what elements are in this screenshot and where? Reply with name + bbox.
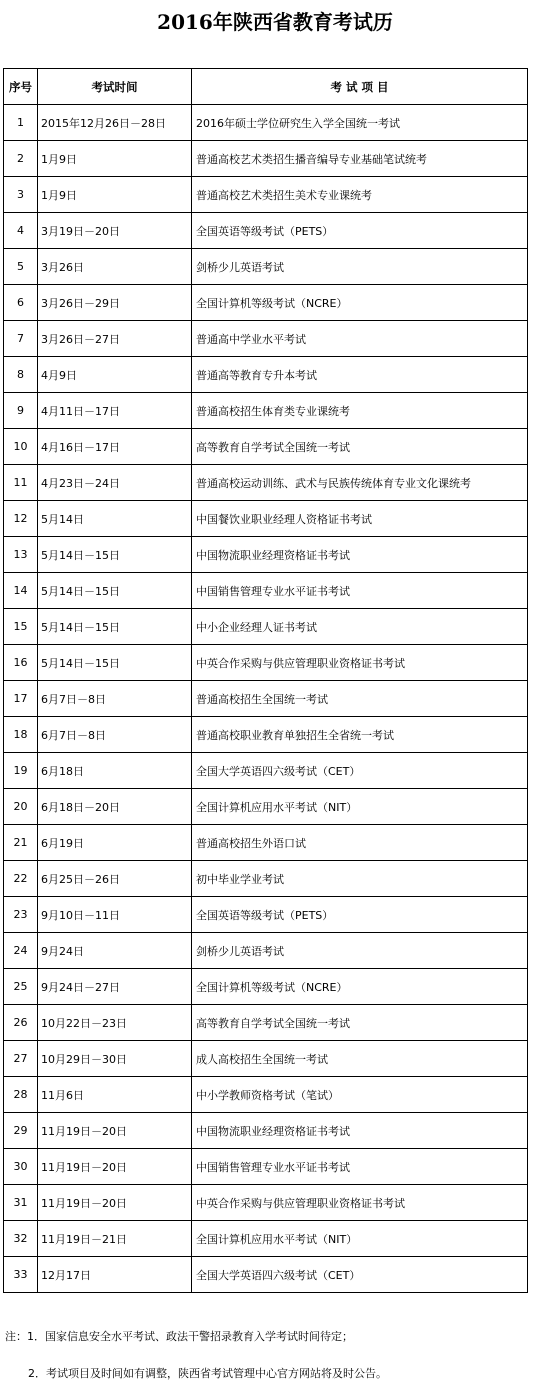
row-exam-item: 普通高校招生体育类专业课统考 [192,393,528,429]
row-exam-item: 中英合作采购与供应管理职业资格证书考试 [192,1185,528,1221]
table-row [4,573,528,609]
row-exam-date: 3月26日 [38,249,192,285]
row-number: 11 [4,465,38,501]
table-row [4,321,528,357]
row-exam-date: 4月11日－17日 [38,393,192,429]
row-exam-item: 全国英语等级考试（PETS） [192,213,528,249]
row-number: 16 [4,645,38,681]
row-number: 31 [4,1185,38,1221]
row-exam-date: 6月25日－26日 [38,861,192,897]
row-number: 23 [4,897,38,933]
row-exam-date: 11月6日 [38,1077,192,1113]
table-row [4,1185,528,1221]
row-number: 13 [4,537,38,573]
header-number: 序号 [4,69,38,105]
exam-calendar-table [3,68,528,1293]
row-exam-date: 12月17日 [38,1257,192,1293]
row-exam-item: 全国计算机应用水平考试（NIT） [192,789,528,825]
row-exam-date: 5月14日－15日 [38,645,192,681]
table-header-row [4,69,528,105]
table-row [4,897,528,933]
row-exam-date: 11月19日－21日 [38,1221,192,1257]
row-number: 12 [4,501,38,537]
row-exam-item: 高等教育自学考试全国统一考试 [192,429,528,465]
row-number: 4 [4,213,38,249]
row-exam-item: 全国计算机等级考试（NCRE） [192,969,528,1005]
row-number: 18 [4,717,38,753]
row-number: 9 [4,393,38,429]
row-number: 30 [4,1149,38,1185]
row-number: 15 [4,609,38,645]
row-exam-item: 普通高校职业教育单独招生全省统一考试 [192,717,528,753]
row-exam-item: 全国计算机等级考试（NCRE） [192,285,528,321]
row-exam-item: 初中毕业学业考试 [192,861,528,897]
row-exam-item: 中小学教师资格考试（笔试） [192,1077,528,1113]
row-exam-item: 剑桥少儿英语考试 [192,933,528,969]
row-exam-item: 普通高等教育专升本考试 [192,357,528,393]
row-number: 5 [4,249,38,285]
row-exam-date: 4月16日－17日 [38,429,192,465]
row-number: 6 [4,285,38,321]
row-exam-item: 普通高中学业水平考试 [192,321,528,357]
row-exam-date: 6月18日 [38,753,192,789]
row-exam-date: 2015年12月26日－28日 [38,105,192,141]
row-exam-date: 6月18日－20日 [38,789,192,825]
row-number: 22 [4,861,38,897]
table-row [4,645,528,681]
row-exam-date: 1月9日 [38,177,192,213]
table-row [4,501,528,537]
table-row [4,1041,528,1077]
row-exam-date: 1月9日 [38,141,192,177]
row-exam-date: 11月19日－20日 [38,1113,192,1149]
row-exam-item: 中国销售管理专业水平证书考试 [192,573,528,609]
row-exam-date: 5月14日 [38,501,192,537]
table-row [4,1257,528,1293]
table-row [4,177,528,213]
row-number: 26 [4,1005,38,1041]
header-exam-time: 考试时间 [38,69,192,105]
row-exam-date: 6月19日 [38,825,192,861]
table-row [4,789,528,825]
row-number: 7 [4,321,38,357]
row-number: 20 [4,789,38,825]
table-row [4,609,528,645]
table-row [4,1113,528,1149]
table-row [4,465,528,501]
table-row [4,717,528,753]
note-line-1: 注：1．国家信息安全水平考试、政法干警招录教育入学考试时间待定； [5,1330,353,1343]
row-number: 19 [4,753,38,789]
row-exam-item: 普通高校招生全国统一考试 [192,681,528,717]
row-exam-date: 9月10日－11日 [38,897,192,933]
table-row [4,393,528,429]
table-row [4,1077,528,1113]
table-row [4,861,528,897]
table-row [4,141,528,177]
page-title: 2016年陕西省教育考试历 [157,10,393,34]
row-exam-item: 中国物流职业经理资格证书考试 [192,1113,528,1149]
row-number: 1 [4,105,38,141]
row-exam-item: 中国物流职业经理资格证书考试 [192,537,528,573]
table-row [4,537,528,573]
row-exam-date: 10月22日－23日 [38,1005,192,1041]
table-row [4,1149,528,1185]
row-exam-item: 全国大学英语四六级考试（CET） [192,753,528,789]
row-number: 33 [4,1257,38,1293]
row-exam-date: 4月9日 [38,357,192,393]
row-number: 25 [4,969,38,1005]
row-exam-item: 全国大学英语四六级考试（CET） [192,1257,528,1293]
table-row [4,105,528,141]
row-exam-item: 普通高校艺术类招生美术专业课统考 [192,177,528,213]
table-row [4,1221,528,1257]
row-exam-date: 3月26日－29日 [38,285,192,321]
row-exam-date: 5月14日－15日 [38,573,192,609]
row-exam-item: 普通高校招生外语口试 [192,825,528,861]
row-exam-date: 9月24日 [38,933,192,969]
row-number: 29 [4,1113,38,1149]
row-number: 2 [4,141,38,177]
row-exam-date: 3月19日－20日 [38,213,192,249]
row-number: 17 [4,681,38,717]
row-exam-date: 4月23日－24日 [38,465,192,501]
row-number: 10 [4,429,38,465]
row-number: 3 [4,177,38,213]
table-row [4,1005,528,1041]
row-number: 8 [4,357,38,393]
row-exam-item: 中国销售管理专业水平证书考试 [192,1149,528,1185]
table-row [4,825,528,861]
row-exam-item: 中英合作采购与供应管理职业资格证书考试 [192,645,528,681]
row-exam-date: 11月19日－20日 [38,1149,192,1185]
row-exam-item: 成人高校招生全国统一考试 [192,1041,528,1077]
row-exam-item: 剑桥少儿英语考试 [192,249,528,285]
row-exam-item: 2016年硕士学位研究生入学全国统一考试 [192,105,528,141]
row-exam-item: 中小企业经理人证书考试 [192,609,528,645]
row-exam-item: 普通高校运动训练、武术与民族传统体育专业文化课统考 [192,465,528,501]
row-exam-date: 5月14日－15日 [38,537,192,573]
row-exam-date: 6月7日－8日 [38,717,192,753]
notes [3,1318,527,1396]
row-number: 24 [4,933,38,969]
row-exam-item: 高等教育自学考试全国统一考试 [192,1005,528,1041]
row-exam-date: 6月7日－8日 [38,681,192,717]
row-exam-item: 全国英语等级考试（PETS） [192,897,528,933]
row-exam-date: 11月19日－20日 [38,1185,192,1221]
table-row [4,357,528,393]
row-number: 32 [4,1221,38,1257]
row-exam-date: 5月14日－15日 [38,609,192,645]
row-exam-item: 中国餐饮业职业经理人资格证书考试 [192,501,528,537]
row-exam-item: 全国计算机应用水平考试（NIT） [192,1221,528,1257]
table-row [4,969,528,1005]
row-exam-item: 普通高校艺术类招生播音编导专业基础笔试统考 [192,141,528,177]
table-row [4,753,528,789]
row-number: 27 [4,1041,38,1077]
row-exam-date: 9月24日－27日 [38,969,192,1005]
row-number: 14 [4,573,38,609]
row-number: 28 [4,1077,38,1113]
table-row [4,249,528,285]
table-row [4,213,528,249]
row-number: 21 [4,825,38,861]
row-exam-date: 3月26日－27日 [38,321,192,357]
table-row [4,285,528,321]
table-row [4,681,528,717]
note-line-2: 2．考试项目及时间如有调整，陕西省考试管理中心官方网站将及时公告。 [28,1367,387,1380]
table-row [4,429,528,465]
table-row [4,933,528,969]
header-exam-item: 考 试 项 目 [192,69,528,105]
row-exam-date: 10月29日－30日 [38,1041,192,1077]
